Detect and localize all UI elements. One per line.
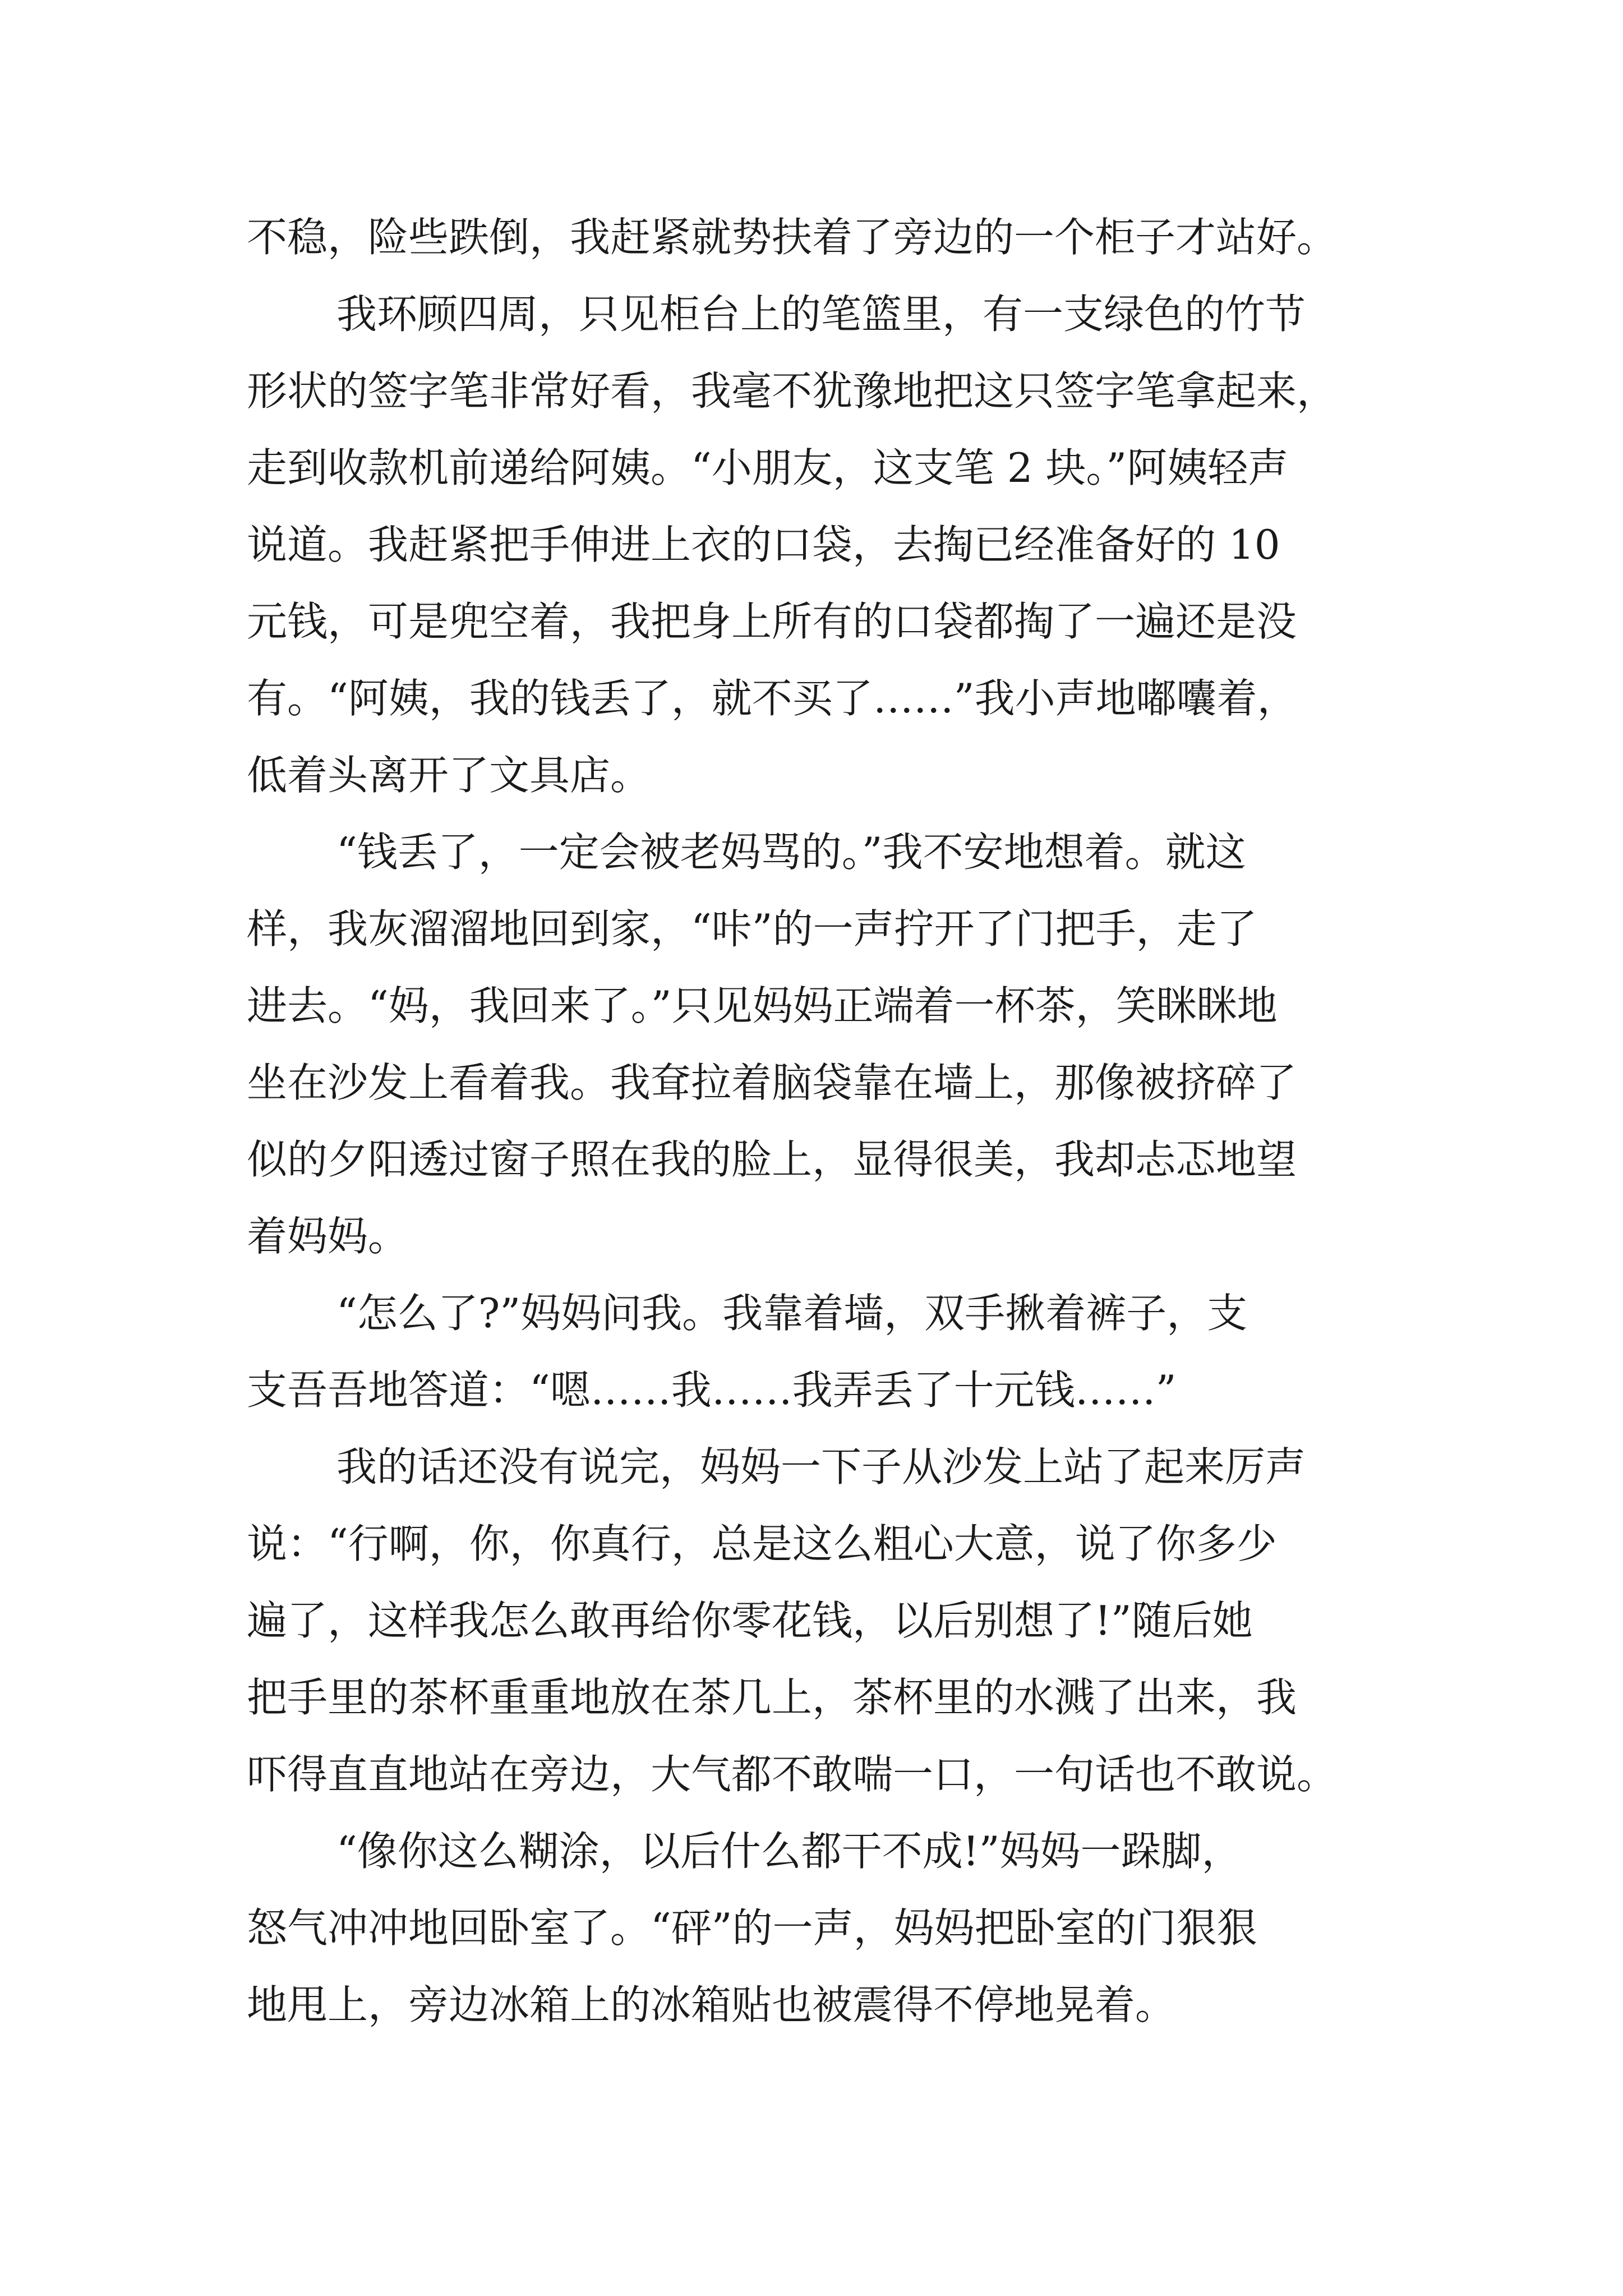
text-line: 坐在沙发上看着我。我耷拉着脑袋靠在墙上，那像被挤碎了 — [247, 1059, 1297, 1106]
text-line: “怎么了?”妈妈问我。我靠着墙，双手揪着裤子，支 — [336, 1290, 1248, 1337]
text-line: 样，我灰溜溜地回到家，“咔”的一声拧开了门把手，走了 — [247, 905, 1257, 953]
text-line: 吓得直直地站在旁边，大气都不敢喘一口，一句话也不敢说。 — [247, 1751, 1338, 1798]
text-line: 似的夕阳透过窗子照在我的脸上，显得很美，我却忐忑地望 — [247, 1136, 1297, 1183]
text-line: 地甩上，旁边冰箱上的冰箱贴也被震得不停地晃着。 — [247, 1981, 1176, 2028]
text-line: “像你这么糊涂，以后什么都干不成!”妈妈一跺脚， — [336, 1828, 1242, 1875]
text-line: 遍了，这样我怎么敢再给你零花钱，以后别想了!”随后她 — [247, 1597, 1253, 1644]
text-line: 我环顾四周，只见柜台上的笔篮里，有一支绿色的竹节 — [336, 291, 1306, 338]
text-line: “钱丢了，一定会被老妈骂的。”我不安地想着。就这 — [336, 829, 1246, 876]
text-line: 不稳，险些跌倒，我赶紧就势扶着了旁边的一个柜子才站好。 — [247, 214, 1338, 261]
text-line: 说道。我赶紧把手伸进上衣的口袋，去掏已经准备好的 10 — [247, 521, 1280, 568]
text-line: 支吾吾地答道：“嗯……我……我弄丢了十元钱……” — [247, 1366, 1177, 1414]
text-line: 怒气冲冲地回卧室了。“砰”的一声，妈妈把卧室的门狠狠 — [247, 1904, 1257, 1952]
text-line: 把手里的茶杯重重地放在茶几上，茶杯里的水溅了出来，我 — [247, 1674, 1297, 1721]
text-line: 走到收款机前递给阿姨。“小朋友，这支笔 2 块。”阿姨轻声 — [247, 444, 1289, 491]
text-line: 着妈妈。 — [247, 1213, 409, 1260]
text-line: 说：“行啊，你，你真行，总是这么粗心大意，说了你多少 — [247, 1520, 1277, 1567]
text-line: 有。“阿姨，我的钱丢了，就不买了……”我小声地嘟囔着， — [247, 675, 1298, 722]
text-line: 进去。“妈，我回来了。”只见妈妈正端着一杯茶，笑眯眯地 — [247, 982, 1278, 1029]
text-line: 我的话还没有说完，妈妈一下子从沙发上站了起来厉声 — [336, 1443, 1306, 1490]
text-line: 元钱，可是兜空着，我把身上所有的口袋都掏了一遍还是没 — [247, 598, 1297, 645]
text-line: 形状的签字笔非常好看，我毫不犹豫地把这只签字笔拿起来， — [247, 367, 1338, 415]
body-text — [247, 199, 1380, 2044]
text-line: 低着头离开了文具店。 — [247, 752, 651, 799]
